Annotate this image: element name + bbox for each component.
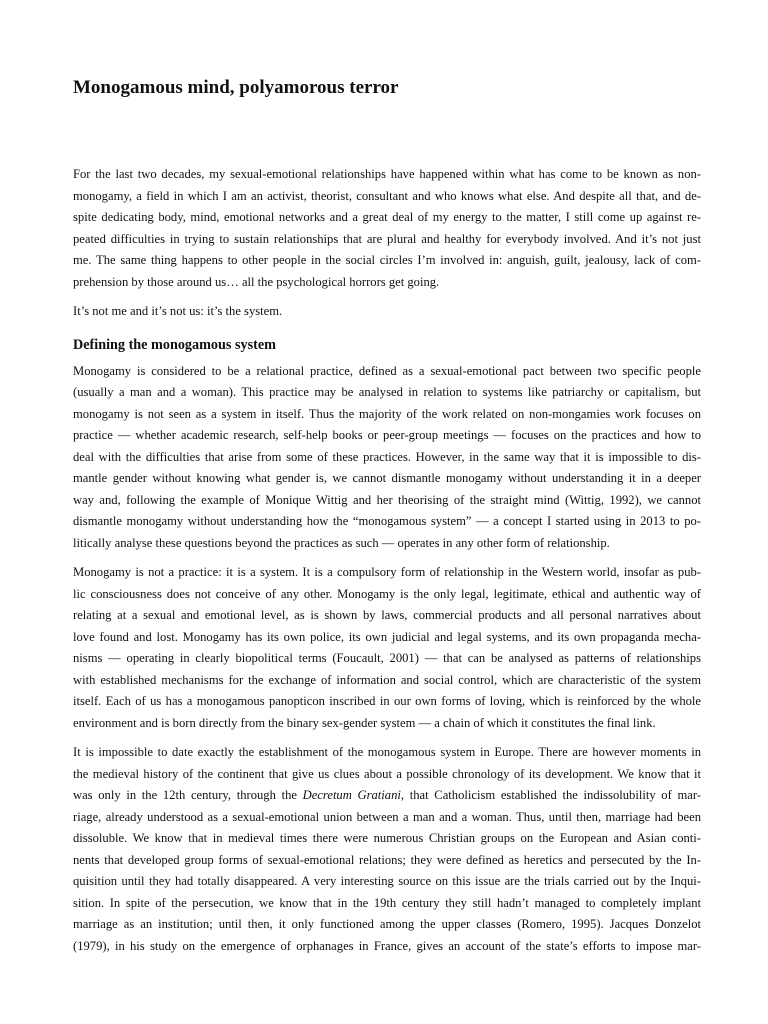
text-line: peated difficulties in trying to sustain relationships that are plural and healthy for everybody involved. And it’s not just [73,231,701,246]
document-title: Monogamous mind, polyamorous terror [73,77,399,98]
text-segment: was only in the 12th century, through the [73,788,303,802]
text-line: spite dedicating body, mind, emotional networks and a great deal of my energy to the matter, I still come up against re- [73,210,701,224]
section-heading: Defining the monogamous system [73,336,276,353]
text-line: sition. In spite of the persecution, we know that in the 19th century they still hadn’t managed to completely implant [73,895,701,910]
text-line: It is impossible to date exactly the establishment of the monogamous system in Europe. There are however moments in [73,745,701,759]
text-line: deal with the difficulties that arise from some of these practices. However, in the same way that it is impossible to dis- [73,449,701,464]
intro-paragraph [73,164,701,293]
text-line: lic consciousness does not conceive of any other. Monogamy is the only legal, legitimate, ethical and authentic way of [73,586,701,601]
text-line: marriage as an institution; until then, it only functioned among the upper classes (Romero, 1995). Jacques Donzelot [73,917,701,931]
document-body [73,164,701,965]
section-paragraph [73,562,701,734]
text-line: mantle gender without knowing what gender is, we cannot dismantle monogamy without understanding it in a deeper [73,471,701,485]
text-line: love found and lost. Monogamy has its own police, its own judicial and legal systems, and its own propaganda mecha- [73,629,701,644]
text-line: prehension by those around us… all the psychological horrors get going. [73,274,440,289]
text-line: For the last two decades, my sexual-emotional relationships have happened within what has come to be known as non- [73,167,701,181]
text-line: (usually a man and a woman). This practice may be analysed in relation to systems like patriarchy or capitalism, but [73,385,701,399]
text-line: the medieval history of the continent that give us clues about a possible chronology of its development. We know that it [73,766,701,781]
text-line: quisition until they had totally disappeared. A very interesting source on this issue are the trials carried out by the Inqui- [73,874,701,888]
text-line: environment and is born directly from the binary sex-gender system — a chain of which it constitutes the final link. [73,715,656,730]
text-line: (1979), in his study on the emergence of orphanages in France, gives an account of the state’s efforts to impose mar- [73,938,701,953]
text-line: with established mechanisms for the exchange of information and social control, which are characteristic of the system [73,672,701,687]
text-line: It’s not me and it’s not us: it’s the system. [73,304,283,318]
section-paragraph [73,361,701,555]
italic-title: Decretum Gratiani [302,788,401,802]
text-line: nents that developed group forms of sexual-emotional relations; they were defined as heretics and persecuted by the In- [73,852,701,867]
text-line: relating at a sexual and emotional level, as is shown by laws, commercial products and all personal narratives about [73,608,701,622]
section-paragraph [73,742,701,957]
text-line: dismantle monogamy without understanding how the “monogamous system” — a concept I started using in 2013 to po- [73,514,701,528]
text-line: litically analyse these questions beyond the practices as such — operates in any other form of relationship. [73,535,610,550]
text-line: monogamy is not seen as a system in itself. Thus the majority of the work related on non-mongamies work focuses on [73,406,701,421]
text-line: nisms — operating in clearly biopolitical terms (Foucault, 2001) — that can be analysed as patterns of relationships [73,651,701,665]
text-line: practice — whether academic research, self-help books or peer-group meetings — focuses on the practices and how to [73,428,701,442]
text-line: dissoluble. We know that in medieval times there were numerous Christian groups on the European and Asian conti- [73,831,701,845]
thesis-paragraph [73,301,701,323]
text-line: Monogamy is not a practice: it is a system. It is a compulsory form of relationship in the Western world, insofar as pub- [73,565,701,579]
text-line: riage, already understood as a sexual-emotional union between a man and a woman. Thus, until then, marriage had been [73,809,701,824]
text-line: me. The same thing happens to other people in the social circles I’m involved in: anguish, guilt, jealousy, lack of com- [73,253,701,267]
text-line: itself. Each of us has a monogamous panopticon inscribed in our own forms of loving, which is reinforced by the whole [73,694,701,708]
text-line: monogamy, a field in which I am an activist, theorist, consultant and who knows what else. And despite all that, and de- [73,188,701,203]
text-line [73,785,701,807]
text-line: way and, following the example of Monique Wittig and her theorising of the straight mind (Wittig, 1992), we cannot [73,492,701,507]
text-line: Monogamy is considered to be a relational practice, defined as a sexual-emotional pact between two specific people [73,363,701,378]
text-segment: , that Catholicism established the indissolubility of mar- [400,788,701,802]
